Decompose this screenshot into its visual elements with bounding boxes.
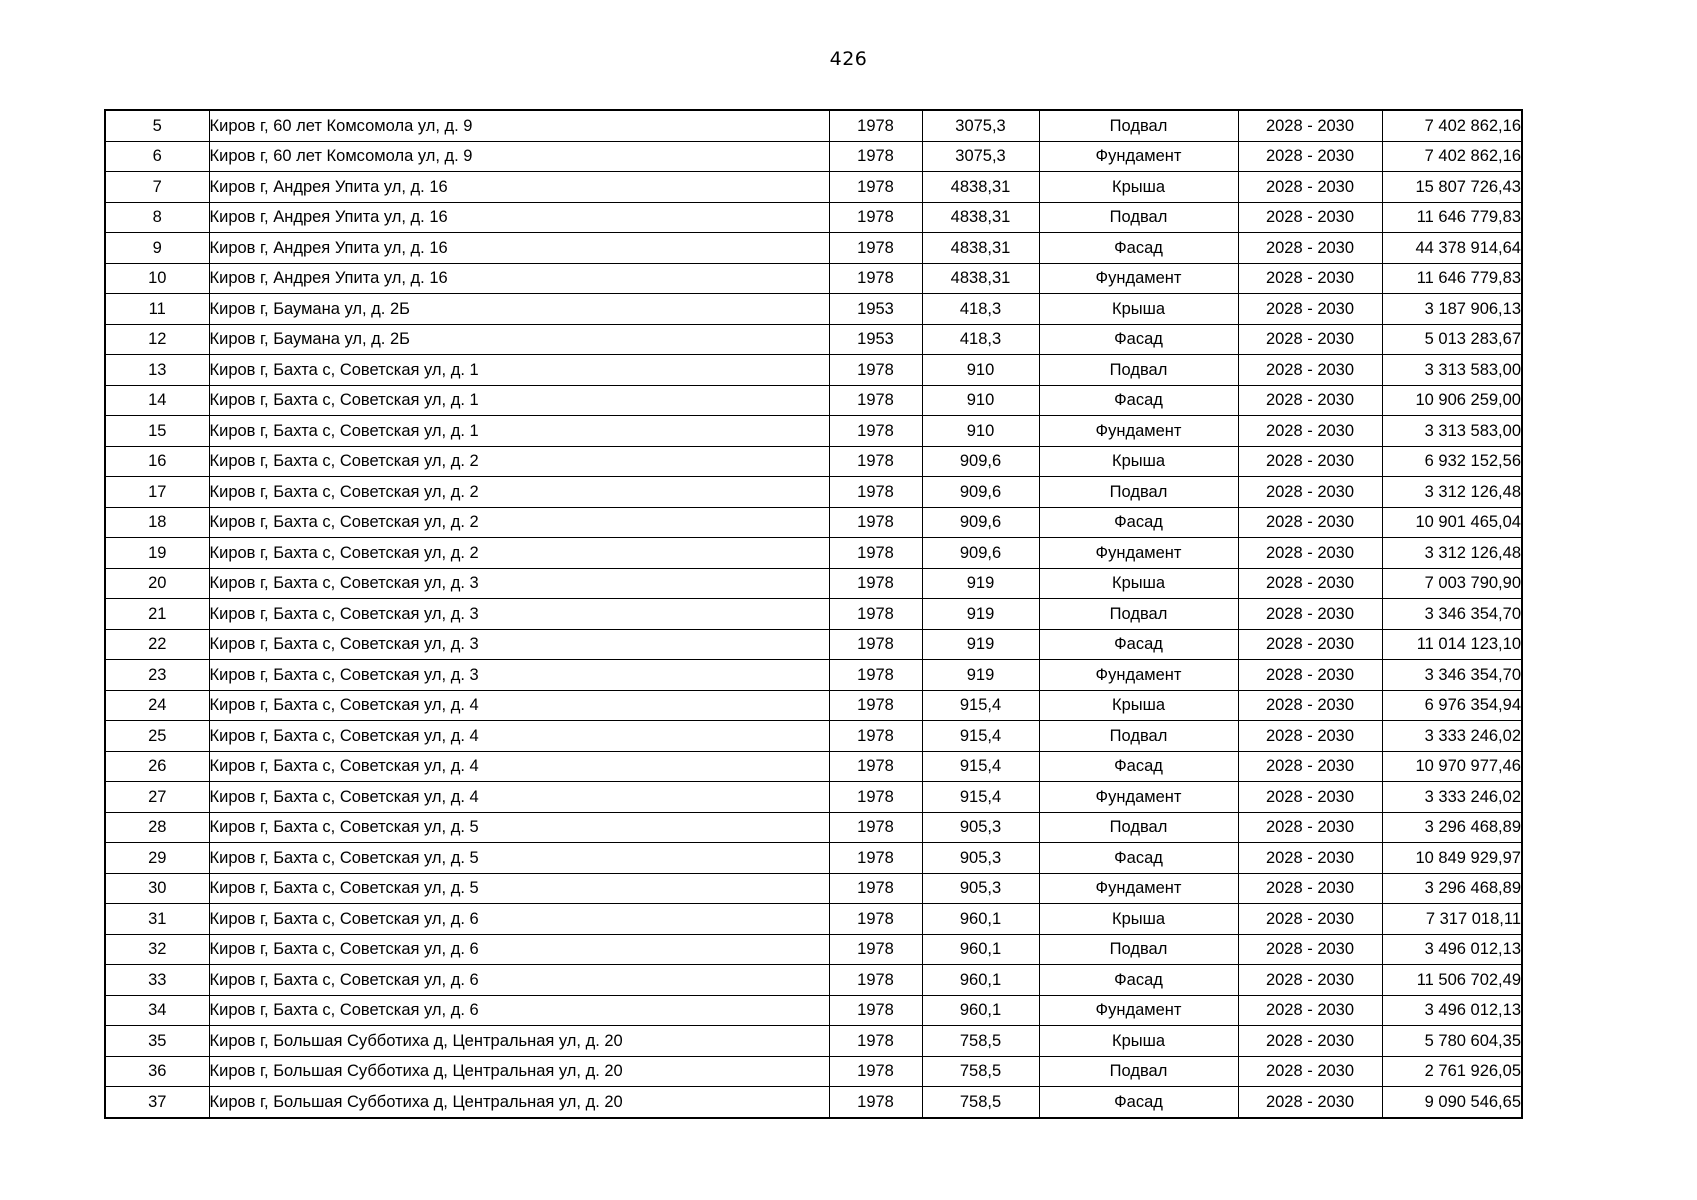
area-cell: 4838,31 [922,233,1039,264]
area-cell: 915,4 [922,690,1039,721]
repair-period-cell: 2028 - 2030 [1238,538,1382,569]
area-cell: 758,5 [922,1026,1039,1057]
repair-period-cell: 2028 - 2030 [1238,721,1382,752]
area-cell: 919 [922,568,1039,599]
structural-element-cell: Фасад [1039,843,1238,874]
repair-period-cell: 2028 - 2030 [1238,263,1382,294]
structural-element-cell: Фундамент [1039,141,1238,172]
build-year-cell: 1978 [829,416,922,447]
address-cell: Киров г, 60 лет Комсомола ул, д. 9 [209,141,829,172]
area-cell: 3075,3 [922,110,1039,141]
structural-element-cell: Подвал [1039,812,1238,843]
table-row [105,233,1522,264]
row-number-cell: 37 [105,1087,209,1118]
build-year-cell: 1978 [829,843,922,874]
structural-element-cell: Фундамент [1039,782,1238,813]
area-cell: 919 [922,629,1039,660]
build-year-cell: 1978 [829,690,922,721]
build-year-cell: 1978 [829,385,922,416]
table-row [105,995,1522,1026]
build-year-cell: 1978 [829,141,922,172]
build-year-cell: 1978 [829,1056,922,1087]
row-number-cell: 35 [105,1026,209,1057]
repair-period-cell: 2028 - 2030 [1238,324,1382,355]
repair-period-cell: 2028 - 2030 [1238,782,1382,813]
structural-element-cell: Крыша [1039,294,1238,325]
table-row [105,324,1522,355]
area-cell: 4838,31 [922,172,1039,203]
area-cell: 909,6 [922,446,1039,477]
build-year-cell: 1978 [829,965,922,996]
table-row [105,263,1522,294]
area-cell: 905,3 [922,843,1039,874]
row-number-cell: 16 [105,446,209,477]
address-cell: Киров г, Бахта с, Советская ул, д. 5 [209,873,829,904]
table-row [105,751,1522,782]
repair-period-cell: 2028 - 2030 [1238,446,1382,477]
row-number-cell: 21 [105,599,209,630]
table-row [105,141,1522,172]
area-cell: 915,4 [922,782,1039,813]
structural-element-cell: Фасад [1039,629,1238,660]
address-cell: Киров г, Бахта с, Советская ул, д. 6 [209,934,829,965]
build-year-cell: 1978 [829,629,922,660]
build-year-cell: 1978 [829,172,922,203]
row-number-cell: 15 [105,416,209,447]
cost-cell: 15 807 726,43 [1382,172,1522,203]
row-number-cell: 9 [105,233,209,264]
address-cell: Киров г, Баумана ул, д. 2Б [209,294,829,325]
structural-element-cell: Фасад [1039,385,1238,416]
table-row [105,629,1522,660]
build-year-cell: 1978 [829,904,922,935]
row-number-cell: 24 [105,690,209,721]
cost-cell: 11 646 779,83 [1382,202,1522,233]
address-cell: Киров г, Бахта с, Советская ул, д. 2 [209,507,829,538]
area-cell: 909,6 [922,538,1039,569]
repair-schedule-table [104,109,1523,1119]
build-year-cell: 1978 [829,233,922,264]
build-year-cell: 1978 [829,538,922,569]
address-cell: Киров г, Бахта с, Советская ул, д. 1 [209,416,829,447]
build-year-cell: 1978 [829,934,922,965]
cost-cell: 11 646 779,83 [1382,263,1522,294]
structural-element-cell: Подвал [1039,202,1238,233]
row-number-cell: 18 [105,507,209,538]
table-row [105,934,1522,965]
address-cell: Киров г, Бахта с, Советская ул, д. 4 [209,782,829,813]
structural-element-cell: Фундамент [1039,873,1238,904]
row-number-cell: 11 [105,294,209,325]
structural-element-cell: Фундамент [1039,995,1238,1026]
cost-cell: 5 013 283,67 [1382,324,1522,355]
repair-period-cell: 2028 - 2030 [1238,568,1382,599]
area-cell: 418,3 [922,324,1039,355]
build-year-cell: 1978 [829,1026,922,1057]
area-cell: 910 [922,355,1039,386]
row-number-cell: 23 [105,660,209,691]
structural-element-cell: Подвал [1039,477,1238,508]
repair-period-cell: 2028 - 2030 [1238,904,1382,935]
structural-element-cell: Фундамент [1039,660,1238,691]
cost-cell: 10 970 977,46 [1382,751,1522,782]
row-number-cell: 30 [105,873,209,904]
build-year-cell: 1978 [829,599,922,630]
build-year-cell: 1978 [829,873,922,904]
build-year-cell: 1978 [829,446,922,477]
area-cell: 909,6 [922,477,1039,508]
address-cell: Киров г, Большая Субботиха д, Центральная ул, д. 20 [209,1026,829,1057]
structural-element-cell: Фасад [1039,751,1238,782]
build-year-cell: 1978 [829,355,922,386]
repair-period-cell: 2028 - 2030 [1238,812,1382,843]
structural-element-cell: Крыша [1039,172,1238,203]
structural-element-cell: Подвал [1039,110,1238,141]
cost-cell: 3 333 246,02 [1382,721,1522,752]
row-number-cell: 25 [105,721,209,752]
address-cell: Киров г, Бахта с, Советская ул, д. 2 [209,446,829,477]
address-cell: Киров г, Бахта с, Советская ул, д. 3 [209,629,829,660]
row-number-cell: 36 [105,1056,209,1087]
structural-element-cell: Подвал [1039,355,1238,386]
area-cell: 905,3 [922,873,1039,904]
row-number-cell: 20 [105,568,209,599]
cost-cell: 11 506 702,49 [1382,965,1522,996]
structural-element-cell: Крыша [1039,904,1238,935]
row-number-cell: 32 [105,934,209,965]
cost-cell: 10 901 465,04 [1382,507,1522,538]
table-row [105,660,1522,691]
table-body [105,110,1522,1118]
repair-period-cell: 2028 - 2030 [1238,1087,1382,1118]
address-cell: Киров г, Андрея Упита ул, д. 16 [209,172,829,203]
area-cell: 418,3 [922,294,1039,325]
cost-cell: 3 313 583,00 [1382,355,1522,386]
area-cell: 960,1 [922,934,1039,965]
area-cell: 910 [922,416,1039,447]
row-number-cell: 10 [105,263,209,294]
table-row [105,873,1522,904]
table-row [105,477,1522,508]
repair-period-cell: 2028 - 2030 [1238,1026,1382,1057]
address-cell: Киров г, Бахта с, Советская ул, д. 4 [209,721,829,752]
area-cell: 910 [922,385,1039,416]
structural-element-cell: Крыша [1039,446,1238,477]
structural-element-cell: Фасад [1039,1087,1238,1118]
repair-period-cell: 2028 - 2030 [1238,507,1382,538]
address-cell: Киров г, Бахта с, Советская ул, д. 6 [209,904,829,935]
table-row [105,294,1522,325]
structural-element-cell: Фундамент [1039,416,1238,447]
cost-cell: 7 317 018,11 [1382,904,1522,935]
build-year-cell: 1978 [829,202,922,233]
table-row [105,904,1522,935]
area-cell: 919 [922,599,1039,630]
table-row [105,1087,1522,1118]
area-cell: 909,6 [922,507,1039,538]
address-cell: Киров г, Бахта с, Советская ул, д. 3 [209,660,829,691]
structural-element-cell: Подвал [1039,1056,1238,1087]
repair-period-cell: 2028 - 2030 [1238,690,1382,721]
cost-cell: 3 296 468,89 [1382,873,1522,904]
structural-element-cell: Крыша [1039,690,1238,721]
table-row [105,721,1522,752]
page-number: 426 [829,48,868,70]
area-cell: 905,3 [922,812,1039,843]
cost-cell: 3 313 583,00 [1382,416,1522,447]
area-cell: 960,1 [922,995,1039,1026]
area-cell: 4838,31 [922,202,1039,233]
row-number-cell: 34 [105,995,209,1026]
table-row [105,965,1522,996]
structural-element-cell: Подвал [1039,599,1238,630]
area-cell: 4838,31 [922,263,1039,294]
cost-cell: 3 187 906,13 [1382,294,1522,325]
table-row [105,690,1522,721]
address-cell: Киров г, Бахта с, Советская ул, д. 5 [209,812,829,843]
row-number-cell: 31 [105,904,209,935]
table-row [105,416,1522,447]
build-year-cell: 1978 [829,721,922,752]
cost-cell: 3 496 012,13 [1382,934,1522,965]
structural-element-cell: Фундамент [1039,263,1238,294]
repair-period-cell: 2028 - 2030 [1238,294,1382,325]
cost-cell: 2 761 926,05 [1382,1056,1522,1087]
repair-period-cell: 2028 - 2030 [1238,202,1382,233]
cost-cell: 3 312 126,48 [1382,538,1522,569]
row-number-cell: 8 [105,202,209,233]
repair-period-cell: 2028 - 2030 [1238,965,1382,996]
repair-period-cell: 2028 - 2030 [1238,385,1382,416]
address-cell: Киров г, Андрея Упита ул, д. 16 [209,233,829,264]
address-cell: Киров г, Большая Субботиха д, Центральная ул, д. 20 [209,1087,829,1118]
row-number-cell: 28 [105,812,209,843]
address-cell: Киров г, Андрея Упита ул, д. 16 [209,263,829,294]
build-year-cell: 1978 [829,110,922,141]
area-cell: 915,4 [922,721,1039,752]
cost-cell: 9 090 546,65 [1382,1087,1522,1118]
structural-element-cell: Фасад [1039,324,1238,355]
address-cell: Киров г, Бахта с, Советская ул, д. 6 [209,995,829,1026]
cost-cell: 7 402 862,16 [1382,141,1522,172]
table-row [105,843,1522,874]
address-cell: Киров г, 60 лет Комсомола ул, д. 9 [209,110,829,141]
repair-period-cell: 2028 - 2030 [1238,873,1382,904]
cost-cell: 10 906 259,00 [1382,385,1522,416]
address-cell: Киров г, Бахта с, Советская ул, д. 5 [209,843,829,874]
row-number-cell: 26 [105,751,209,782]
cost-cell: 7 003 790,90 [1382,568,1522,599]
address-cell: Киров г, Бахта с, Советская ул, д. 6 [209,965,829,996]
build-year-cell: 1953 [829,324,922,355]
cost-cell: 3 333 246,02 [1382,782,1522,813]
structural-element-cell: Крыша [1039,568,1238,599]
table-row [105,538,1522,569]
build-year-cell: 1978 [829,995,922,1026]
address-cell: Киров г, Большая Субботиха д, Центральная ул, д. 20 [209,1056,829,1087]
build-year-cell: 1978 [829,507,922,538]
build-year-cell: 1978 [829,1087,922,1118]
row-number-cell: 29 [105,843,209,874]
table-row [105,1026,1522,1057]
cost-cell: 11 014 123,10 [1382,629,1522,660]
address-cell: Киров г, Бахта с, Советская ул, д. 1 [209,385,829,416]
structural-element-cell: Подвал [1039,934,1238,965]
repair-period-cell: 2028 - 2030 [1238,172,1382,203]
row-number-cell: 7 [105,172,209,203]
structural-element-cell: Фасад [1039,507,1238,538]
repair-period-cell: 2028 - 2030 [1238,660,1382,691]
repair-period-cell: 2028 - 2030 [1238,751,1382,782]
row-number-cell: 13 [105,355,209,386]
repair-period-cell: 2028 - 2030 [1238,599,1382,630]
repair-period-cell: 2028 - 2030 [1238,629,1382,660]
table-row [105,782,1522,813]
structural-element-cell: Фасад [1039,233,1238,264]
cost-cell: 10 849 929,97 [1382,843,1522,874]
address-cell: Киров г, Бахта с, Советская ул, д. 3 [209,568,829,599]
row-number-cell: 27 [105,782,209,813]
table-row [105,110,1522,141]
cost-cell: 7 402 862,16 [1382,110,1522,141]
repair-period-cell: 2028 - 2030 [1238,934,1382,965]
address-cell: Киров г, Бахта с, Советская ул, д. 1 [209,355,829,386]
structural-element-cell: Фасад [1039,965,1238,996]
address-cell: Киров г, Бахта с, Советская ул, д. 4 [209,690,829,721]
table-row [105,599,1522,630]
structural-element-cell: Крыша [1039,1026,1238,1057]
area-cell: 919 [922,660,1039,691]
area-cell: 758,5 [922,1087,1039,1118]
cost-cell: 3 296 468,89 [1382,812,1522,843]
build-year-cell: 1978 [829,782,922,813]
build-year-cell: 1978 [829,751,922,782]
repair-period-cell: 2028 - 2030 [1238,233,1382,264]
table-row [105,507,1522,538]
build-year-cell: 1978 [829,568,922,599]
build-year-cell: 1978 [829,263,922,294]
repair-period-cell: 2028 - 2030 [1238,995,1382,1026]
repair-period-cell: 2028 - 2030 [1238,141,1382,172]
cost-cell: 3 312 126,48 [1382,477,1522,508]
build-year-cell: 1953 [829,294,922,325]
table-row [105,355,1522,386]
table-row [105,385,1522,416]
build-year-cell: 1978 [829,660,922,691]
area-cell: 960,1 [922,904,1039,935]
row-number-cell: 6 [105,141,209,172]
build-year-cell: 1978 [829,812,922,843]
address-cell: Киров г, Андрея Упита ул, д. 16 [209,202,829,233]
repair-period-cell: 2028 - 2030 [1238,355,1382,386]
table-row [105,568,1522,599]
row-number-cell: 12 [105,324,209,355]
row-number-cell: 14 [105,385,209,416]
cost-cell: 6 932 152,56 [1382,446,1522,477]
area-cell: 758,5 [922,1056,1039,1087]
build-year-cell: 1978 [829,477,922,508]
cost-cell: 3 346 354,70 [1382,599,1522,630]
row-number-cell: 17 [105,477,209,508]
address-cell: Киров г, Бахта с, Советская ул, д. 4 [209,751,829,782]
cost-cell: 5 780 604,35 [1382,1026,1522,1057]
cost-cell: 3 496 012,13 [1382,995,1522,1026]
cost-cell: 44 378 914,64 [1382,233,1522,264]
row-number-cell: 5 [105,110,209,141]
table-row [105,172,1522,203]
cost-cell: 6 976 354,94 [1382,690,1522,721]
row-number-cell: 33 [105,965,209,996]
repair-period-cell: 2028 - 2030 [1238,843,1382,874]
table-row [105,202,1522,233]
table-row [105,812,1522,843]
table-row [105,1056,1522,1087]
table-row [105,446,1522,477]
address-cell: Киров г, Бахта с, Советская ул, д. 2 [209,477,829,508]
structural-element-cell: Подвал [1039,721,1238,752]
address-cell: Киров г, Бахта с, Советская ул, д. 3 [209,599,829,630]
address-cell: Киров г, Бахта с, Советская ул, д. 2 [209,538,829,569]
repair-period-cell: 2028 - 2030 [1238,477,1382,508]
cost-cell: 3 346 354,70 [1382,660,1522,691]
repair-period-cell: 2028 - 2030 [1238,416,1382,447]
area-cell: 960,1 [922,965,1039,996]
repair-period-cell: 2028 - 2030 [1238,1056,1382,1087]
structural-element-cell: Фундамент [1039,538,1238,569]
address-cell: Киров г, Баумана ул, д. 2Б [209,324,829,355]
area-cell: 3075,3 [922,141,1039,172]
repair-period-cell: 2028 - 2030 [1238,110,1382,141]
area-cell: 915,4 [922,751,1039,782]
row-number-cell: 19 [105,538,209,569]
row-number-cell: 22 [105,629,209,660]
